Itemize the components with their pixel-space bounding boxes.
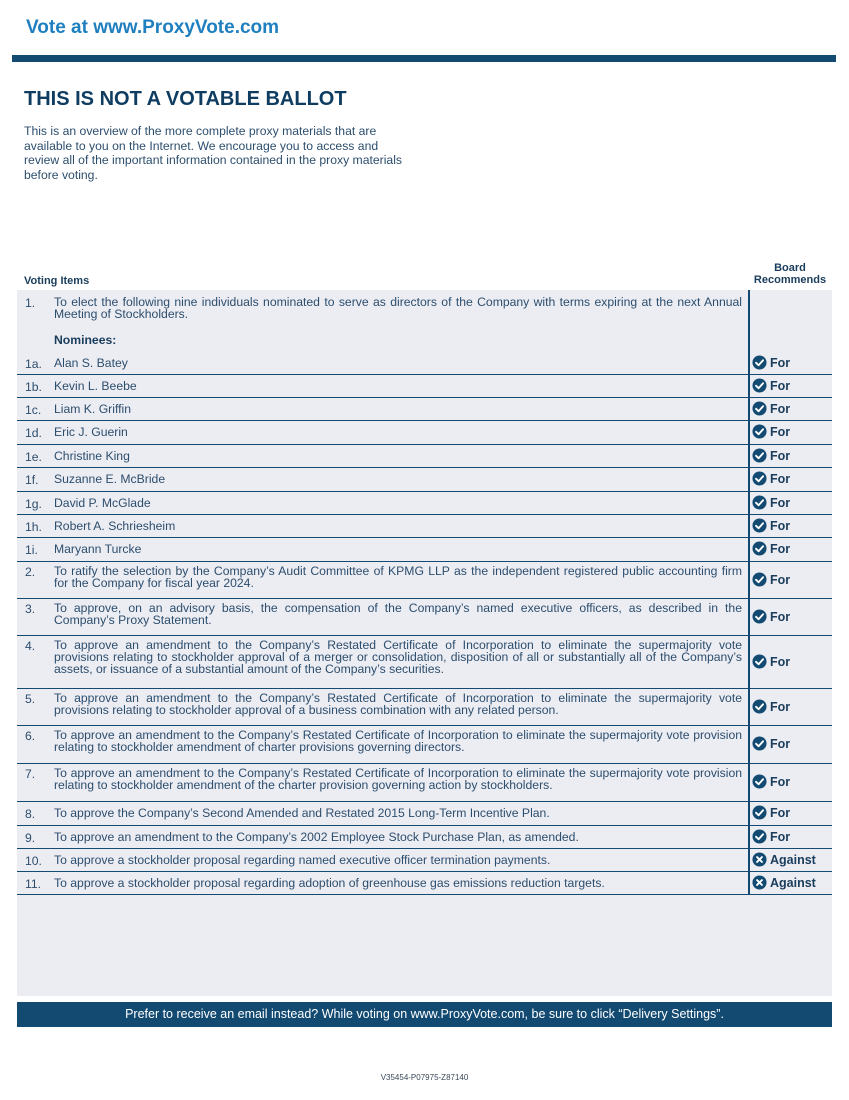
item-text: Eric J. Guerin <box>54 425 128 439</box>
board-recommendation <box>752 699 790 714</box>
board-header-line1: Board <box>774 262 806 274</box>
board-recommendation <box>752 875 816 890</box>
item-number: 8. <box>25 807 36 821</box>
item-number: 2. <box>25 565 36 579</box>
item-number: 9. <box>25 831 36 845</box>
recommendation-label: For <box>770 572 791 587</box>
voting-items-header: Voting Items <box>24 275 90 287</box>
recommendation-label: For <box>770 424 791 439</box>
item-number: 1f. <box>25 473 39 487</box>
check-circle-icon <box>752 355 767 370</box>
voting-item-row <box>17 445 832 468</box>
voting-item-row <box>17 802 832 826</box>
voting-item-row <box>17 636 832 689</box>
item-text: To approve a stockholder proposal regarding named executive officer termination payments. <box>54 853 551 867</box>
item-text: David P. McGlade <box>54 496 151 510</box>
board-recommendation <box>752 572 790 587</box>
check-circle-icon <box>752 541 767 556</box>
item-1-row <box>17 296 832 332</box>
recommendation-label: Against <box>770 852 816 867</box>
board-recommendation <box>752 829 790 844</box>
voting-item-row <box>17 398 832 421</box>
check-circle-icon <box>752 805 767 820</box>
header-rule <box>12 55 836 62</box>
check-circle-icon <box>752 609 767 624</box>
recommendation-label: For <box>770 541 791 556</box>
item-number: 1d. <box>25 426 42 440</box>
item-number: 10. <box>25 854 42 868</box>
check-circle-icon <box>752 471 767 486</box>
board-header-line2: Recommends <box>753 274 827 286</box>
item-text: To approve an amendment to the Company’s 2002 Employee Stock Purchase Plan, as amended. <box>54 830 579 844</box>
item-text: To approve an amendment to the Company’s Restated Certificate of Incorporation to eliminate the supermajority vote provision relating to stockholder amendment of the charter provision governing action by stockholders. <box>54 766 742 792</box>
nominees-label: Nominees: <box>54 333 117 347</box>
proxyvote-link[interactable]: Vote at www.ProxyVote.com <box>26 17 280 38</box>
check-circle-icon <box>752 654 767 669</box>
board-recommendation <box>752 424 790 439</box>
check-circle-icon <box>752 774 767 789</box>
email-delivery-banner: Prefer to receive an email instead? While voting on www.ProxyVote.com, be sure to click “Delivery Settings”. <box>17 1002 832 1027</box>
item-text: Alan S. Batey <box>54 356 128 370</box>
check-circle-icon <box>752 424 767 439</box>
voting-item-row <box>17 421 832 445</box>
recommendation-label: For <box>770 378 791 393</box>
item-text: Christine King <box>54 449 130 463</box>
board-recommendation <box>752 736 790 751</box>
voting-item-row <box>17 538 832 562</box>
x-circle-icon <box>752 875 767 890</box>
x-circle-icon <box>752 852 767 867</box>
item-number: 5. <box>25 692 36 706</box>
board-recommendation <box>752 471 790 486</box>
board-recommendation <box>752 609 790 624</box>
item-number: 1b. <box>25 380 42 394</box>
check-circle-icon <box>752 401 767 416</box>
voting-item-row <box>17 468 832 492</box>
recommendation-label: For <box>770 699 791 714</box>
check-circle-icon <box>752 829 767 844</box>
check-circle-icon <box>752 736 767 751</box>
voting-item-row <box>17 352 832 375</box>
voting-item-row <box>17 492 832 515</box>
item-text: Robert A. Schriesheim <box>54 519 176 533</box>
item-number: 1h. <box>25 520 42 534</box>
check-circle-icon <box>752 518 767 533</box>
board-recommendation <box>752 852 816 867</box>
board-recommendation <box>752 518 790 533</box>
page-title: THIS IS NOT A VOTABLE BALLOT <box>24 88 347 110</box>
board-recommendation <box>752 541 790 556</box>
nominees-row <box>17 334 832 352</box>
item-text: To approve an amendment to the Company’s Restated Certificate of Incorporation to eliminate the supermajority vote provisions relating to stockholder approval of a merger or consolidation, disposition of all or substantially all of the Company’s assets, or issuance of a substantial amount of the Company’s securities. <box>54 638 742 676</box>
board-recommendation <box>752 448 790 463</box>
board-recommendation <box>752 355 790 370</box>
voting-item-row <box>17 826 832 849</box>
item-text: Maryann Turcke <box>54 542 142 556</box>
voting-item-row <box>17 562 832 599</box>
item-text: To approve an amendment to the Company’s Restated Certificate of Incorporation to eliminate the supermajority vote provisions relating to stockholder approval of a business combination with any related person. <box>54 691 742 717</box>
voting-item-row <box>17 515 832 538</box>
recommendation-label: For <box>770 805 791 820</box>
recommendation-label: For <box>770 654 791 669</box>
recommendation-label: For <box>770 448 791 463</box>
voting-item-row <box>17 375 832 398</box>
check-circle-icon <box>752 378 767 393</box>
item-text: Liam K. Griffin <box>54 402 131 416</box>
recommendation-label: For <box>770 401 791 416</box>
item-number: 3. <box>25 602 36 616</box>
item-number: 1e. <box>25 450 42 464</box>
check-circle-icon <box>752 572 767 587</box>
item-number: 4. <box>25 639 36 653</box>
recommendation-label: For <box>770 774 791 789</box>
board-recommendation <box>752 378 790 393</box>
voting-item-row <box>17 689 832 726</box>
board-recommendation <box>752 805 790 820</box>
voting-item-row <box>17 599 832 636</box>
item-number: 1c. <box>25 403 42 417</box>
item-text: To approve the Company’s Second Amended and Restated 2015 Long-Term Incentive Plan. <box>54 806 550 820</box>
item-number: 1a. <box>25 357 42 371</box>
item-number: 1. <box>25 296 36 310</box>
voting-item-row <box>17 726 832 764</box>
item-number: 1i. <box>25 543 38 557</box>
intro-paragraph: This is an overview of the more complete proxy materials that are available to you on the Internet. We encourage you to access and review all of the important information contained in the proxy materials before voting. <box>24 124 402 182</box>
item-number: 6. <box>25 729 36 743</box>
item-text: To approve, on an advisory basis, the compensation of the Company’s named executive officers, as described in the Company’s Proxy Statement. <box>54 601 742 627</box>
board-recommendation <box>752 654 790 669</box>
recommendation-label: For <box>770 518 791 533</box>
board-recommendation <box>752 774 790 789</box>
recommendation-label: For <box>770 736 791 751</box>
recommendation-label: For <box>770 471 791 486</box>
item-number: 1g. <box>25 497 42 511</box>
item-text: To approve a stockholder proposal regarding adoption of greenhouse gas emissions reduction targets. <box>54 876 605 890</box>
recommendation-label: For <box>770 609 791 624</box>
document-code: V35454-P07975-Z87140 <box>380 1073 469 1082</box>
item-number: 7. <box>25 767 36 781</box>
voting-item-row <box>17 872 832 895</box>
check-circle-icon <box>752 495 767 510</box>
board-recommends-header <box>748 262 832 286</box>
board-recommendation <box>752 495 790 510</box>
item-text: To elect the following nine individuals nominated to serve as directors of the Company with terms expiring at the next Annual Meeting of Stockholders. <box>54 295 742 321</box>
column-divider <box>748 290 750 894</box>
recommendation-label: Against <box>770 875 816 890</box>
recommendation-label: For <box>770 829 791 844</box>
board-recommendation <box>752 401 790 416</box>
recommendation-label: For <box>770 495 791 510</box>
voting-item-row <box>17 849 832 872</box>
check-circle-icon <box>752 699 767 714</box>
recommendation-label: For <box>770 355 791 370</box>
voting-item-row <box>17 764 832 802</box>
item-text: Kevin L. Beebe <box>54 379 137 393</box>
item-number: 11. <box>25 877 42 891</box>
item-text: To approve an amendment to the Company’s Restated Certificate of Incorporation to eliminate the supermajority vote provision relating to stockholder amendment of charter provisions governing directors. <box>54 728 742 754</box>
check-circle-icon <box>752 448 767 463</box>
item-text: To ratify the selection by the Company’s Audit Committee of KPMG LLP as the independent registered public accounting firm for the Company for fiscal year 2024. <box>54 564 742 590</box>
item-text: Suzanne E. McBride <box>54 472 166 486</box>
